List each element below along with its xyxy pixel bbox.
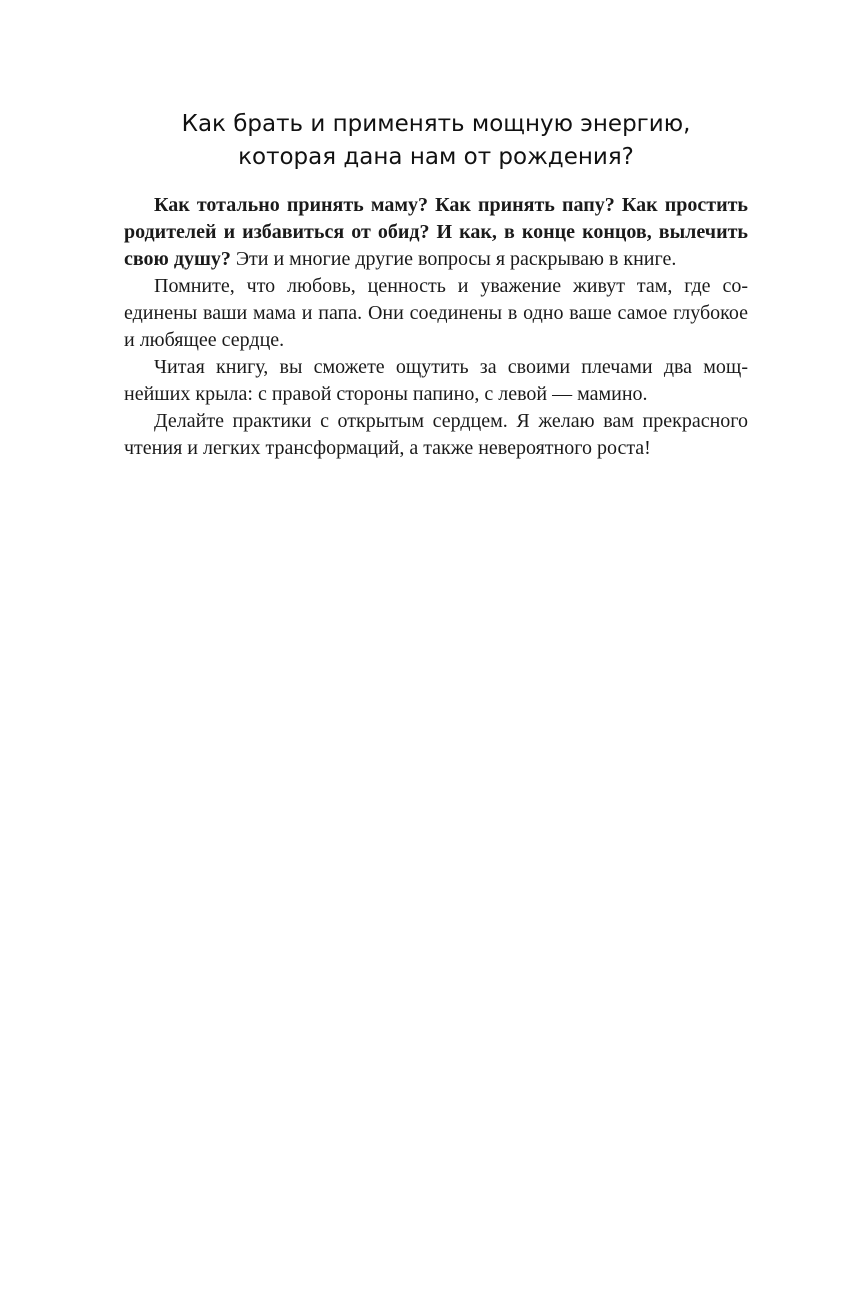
section-heading: [124, 108, 748, 174]
body-text: [124, 192, 748, 462]
bold-questions: Как тотально принять маму? Как принять папу? Как простить родителей и избавиться от обид? И как, в конце концов, вылечить свою душу?: [124, 194, 748, 270]
paragraph-intro: [124, 192, 748, 273]
paragraph-love: Помните, что любовь, ценность и уважение живут там, где соединены ваши мама и папа. Они соединены в одно ваше самое глубокое и любящее сердце.: [124, 275, 748, 351]
page-content: [124, 108, 748, 462]
heading-line-2: которая дана нам от рождения?: [238, 144, 634, 170]
intro-tail: Эти и многие другие вопросы я раскрываю в книге.: [230, 248, 677, 270]
paragraph-wishes: Делайте практики с открытым сердцем. Я желаю вам прекрасного чтения и легких трансформаций, а также невероятного роста!: [124, 410, 748, 459]
paragraph-wings: Читая книгу, вы сможете ощутить за своими плечами два мощнейших крыла: с правой стороны папино, с левой — мамино.: [124, 356, 748, 405]
heading-line-1: Как брать и применять мощную энергию,: [181, 111, 691, 137]
